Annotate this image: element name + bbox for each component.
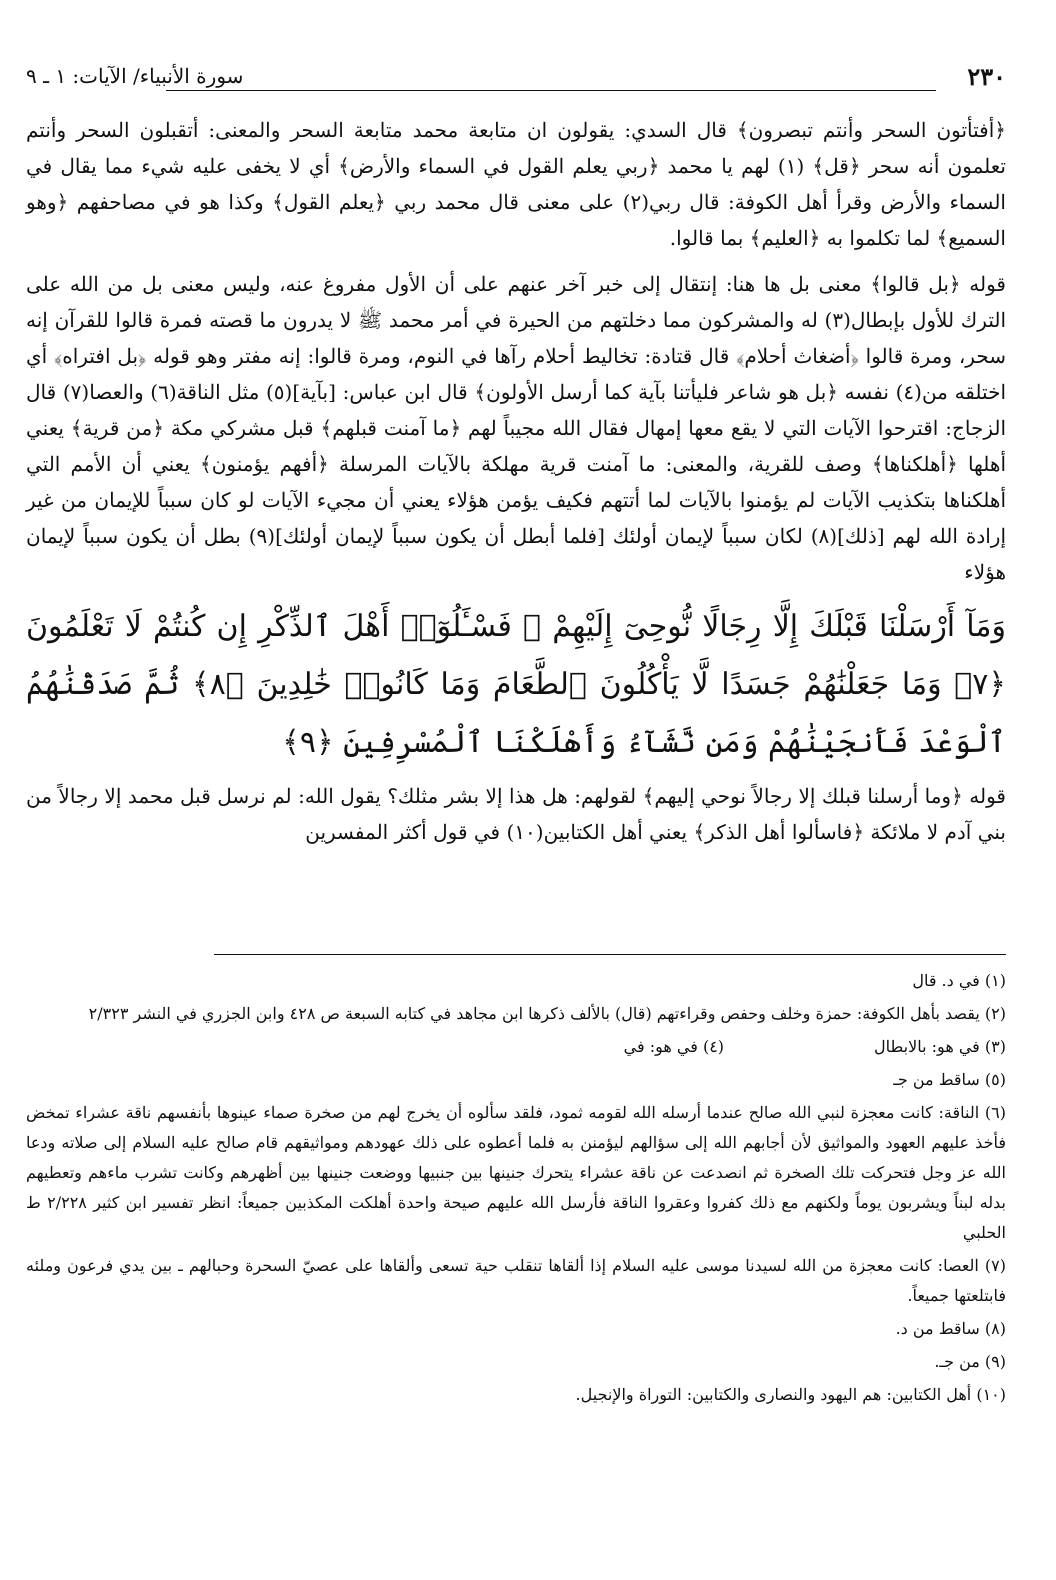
footnote-1: (١) في د. قال [912,971,1006,990]
footnote-separator [214,954,1006,955]
footnote-row-3-4 [26,1032,1006,1062]
paragraph-1: ﴿أفتأتون السحر وأنتم تبصرون﴾ قال السدي: يقولون ان متابعة محمد متابعة السحر والمعنى: أتقبلون السحر وأنتم تعلمون أنه سحر ﴿قل﴾ (١) لهم يا محمد ﴿ربي يعلم القول في السماء والأرض﴾ أي لا يخفى عليه شيء مما يقال في السماء والأرض وقرأ أهل الكوفة: قال ربي(٢) على معنى قال محمد ربي ﴿يعلم القول﴾ وكذا هو في مصاحفهم ﴿وهو السميع﴾ لما تكلموا به ﴿العليم﴾ بما قالوا. [26,118,1006,250]
paragraph-3: قوله ﴿وما أرسلنا قبلك إلا رجالاً نوحي إليهم﴾ لقولهم: هل هذا إلا بشر مثلك؟ يقول الله: لم نرسل قبل محمد إلا رجالاً من بني آدم لا ملائكة ﴿فاسألوا أهل الذكر﴾ يعني أهل الكتابين(١٠) في قول أكثر المفسرين [26,784,1006,844]
running-header [26,62,1006,96]
main-text [26,112,1006,858]
running-title: سورة الأنبياء/ الآيات: ١ ـ ٩ [26,64,244,88]
footnote-7: (٧) العصا: كانت معجزة من الله لسيدنا موسى عليه السلام إذا ألقاها تنقلب حية تسعى وألقاها على عصيّ السحرة وحبالهم ـ بين يدي فرعون وملئه فابتلعتها جميعاً. [26,1256,1006,1305]
footnote-9: (٩) من جـ. [934,1352,1006,1371]
footnote-2: (٢) يقصد بأهل الكوفة: حمزة وخلف وحفص وقراءتهم (قال) بالألف ذكرها ابن مجاهد في كتابه السبعة ص ٤٢٨ وابن الجزري في النشر ٢/٣٢٣ [88,1004,1006,1023]
footnotes [26,966,1006,1413]
footnote-6: (٦) الناقة: كانت معجزة لنبي الله صالح عندما أرسله الله لقومه ثمود، فلقد سألوه أن يخرج لهم من صخرة صماء عينوها بأنفسهم ناقة عشراء تمخض فأخذ عليهم العهود والمواثيق لأن أجابهم الله إلى سؤالهم ليؤمنن به فلما أعطوه على ذلك عهودهم ومواثيقهم قام صالح عليه السلام إلى صلاته ودعا الله عز وجل فتحركت تلك الصخرة ثم انصدعت عن ناقة عشراء يتحرك جنينها بين جنبيها ووضعت جنينها بين أظهرهم وكانت تشرب ماءهم وتعطيهم بدله لبناً ويشربون يوماً ولكنهم مع ذلك كفروا وعقروا الناقة فأرسل الله عليهم صيحة واحدة أهلكت المكذبين جميعاً: انظر تفسير ابن كثير ٢/٢٢٨ ط الحلبي [26,1103,1007,1242]
footnote-3: (٣) في هو: بالابطال [874,1037,1006,1056]
footnote-8: (٨) ساقط من د. [895,1319,1006,1338]
page-number: ٢٣٠ [967,62,1006,91]
header-rule [166,90,936,91]
footnote-4: (٤) في هو: في [623,1037,725,1056]
paragraph-2: قوله ﴿بل قالوا﴾ معنى بل ها هنا: إنتقال إلى خبر آخر عنهم على أن الأول مفروغ عنه، وليس معنى بل من الله على الترك للأول بإبطال(٣) له والمشركون مما دخلتهم من الحيرة في أمر محمد ﷺ لا يدرون ما قصته فمرة قالوا للقرآن إنه سحر، ومرة قالوا ﴿أضغاث أحلام﴾ قال قتادة: تخاليط أحلام رآها في النوم، ومرة قالوا: إنه مفتر وهو قوله ﴿بل افتراه﴾ أي اختلقه من(٤) نفسه ﴿بل هو شاعر فليأتنا بآية كما أرسل الأولون﴾ قال ابن عباس: [بآية](٥) مثل الناقة(٦) والعصا(٧) قال الزجاج: اقترحوا الآيات التي لا يقع معها إمهال فقال الله مجيباً لهم ﴿ما آمنت قبلهم﴾ قبل مشركي مكة ﴿من قرية﴾ يعني أهلها ﴿أهلكناها﴾ وصف للقرية، والمعنى: ما آمنت قرية مهلكة بالآيات المرسلة ﴿أفهم يؤمنون﴾ يعني أن الأمم التي أهلكناها بتكذيب الآيات لم يؤمنوا بالآيات لما أتتهم فكيف يؤمن هؤلاء يعني أن مجيء الآيات لو كان سبباً للإيمان من غير إرادة الله لهم [ذلك](٨) لكان سبباً لإيمان أولئك [فلما أبطل أن يكون سبباً لإيمان أولئك](٩) بطل أن يكون سبباً لإيمان هؤلاء [26,272,1007,584]
quran-verses: وَمَآ أَرْسَلْنَا قَبْلَكَ إِلَّا رِجَالًا نُّوحِىٓ إِلَيْهِمْ ۖ فَسْـَٔلُوٓا۟ أَهْلَ ٱلذِّكْرِ إِن كُنتُمْ لَا تَعْلَمُونَ ﴿٧﴾ وَمَا جَعَلْنَٰهُمْ جَسَدًا لَّا يَأْكُلُونَ ٱلطَّعَامَ وَمَا كَانُوا۟ خَٰلِدِينَ ﴿٨﴾ ثُمَّ صَدَقْنَٰهُمُ ٱلْوَعْدَ فَأَنجَيْنَٰهُمْ وَمَن نَّشَآءُ وَأَهْلَكْنَا ٱلْمُسْرِفِينَ ﴿٩﴾ [26,609,1006,760]
footnote-5: (٥) ساقط من جـ [893,1070,1006,1089]
footnote-10: (١٠) أهل الكتابين: هم اليهود والنصارى والكتابين: التوراة والإنجيل. [575,1385,1006,1404]
